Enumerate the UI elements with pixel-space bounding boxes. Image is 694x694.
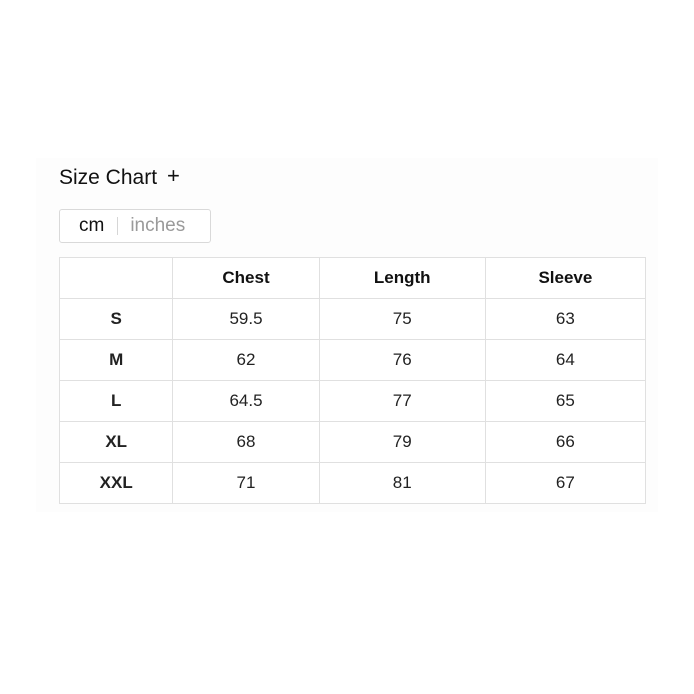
size-label-cell: S: [60, 299, 173, 340]
unit-option-cm[interactable]: cm: [79, 215, 105, 236]
header-cell-empty: [60, 258, 173, 299]
expand-plus-icon[interactable]: +: [167, 163, 180, 188]
length-cell: 81: [319, 463, 485, 504]
sleeve-cell: 67: [485, 463, 645, 504]
chest-cell: 71: [173, 463, 319, 504]
header-cell-length: Length: [319, 258, 485, 299]
size-label-cell: M: [60, 340, 173, 381]
unit-toggle: [59, 209, 211, 243]
length-cell: 77: [319, 381, 485, 422]
chest-cell: 68: [173, 422, 319, 463]
table-row: [60, 381, 646, 422]
size-chart-header: [59, 164, 180, 192]
size-label-cell: XXL: [60, 463, 173, 504]
chest-cell: 64.5: [173, 381, 319, 422]
size-label-cell: L: [60, 381, 173, 422]
header-cell-sleeve: Sleeve: [485, 258, 645, 299]
length-cell: 76: [319, 340, 485, 381]
unit-option-inches[interactable]: inches: [130, 215, 186, 236]
size-chart-title: Size Chart: [59, 166, 158, 189]
header-cell-chest: Chest: [173, 258, 319, 299]
table-row: [60, 463, 646, 504]
sleeve-cell: 64: [485, 340, 645, 381]
chest-cell: 62: [173, 340, 319, 381]
length-cell: 79: [319, 422, 485, 463]
table-row: [60, 299, 646, 340]
table-row: [60, 422, 646, 463]
unit-divider: [117, 217, 118, 235]
length-cell: 75: [319, 299, 485, 340]
size-table: [59, 257, 646, 504]
sleeve-cell: 63: [485, 299, 645, 340]
size-label-cell: XL: [60, 422, 173, 463]
table-header-row: [60, 258, 646, 299]
sleeve-cell: 65: [485, 381, 645, 422]
chest-cell: 59.5: [173, 299, 319, 340]
table-row: [60, 340, 646, 381]
sleeve-cell: 66: [485, 422, 645, 463]
